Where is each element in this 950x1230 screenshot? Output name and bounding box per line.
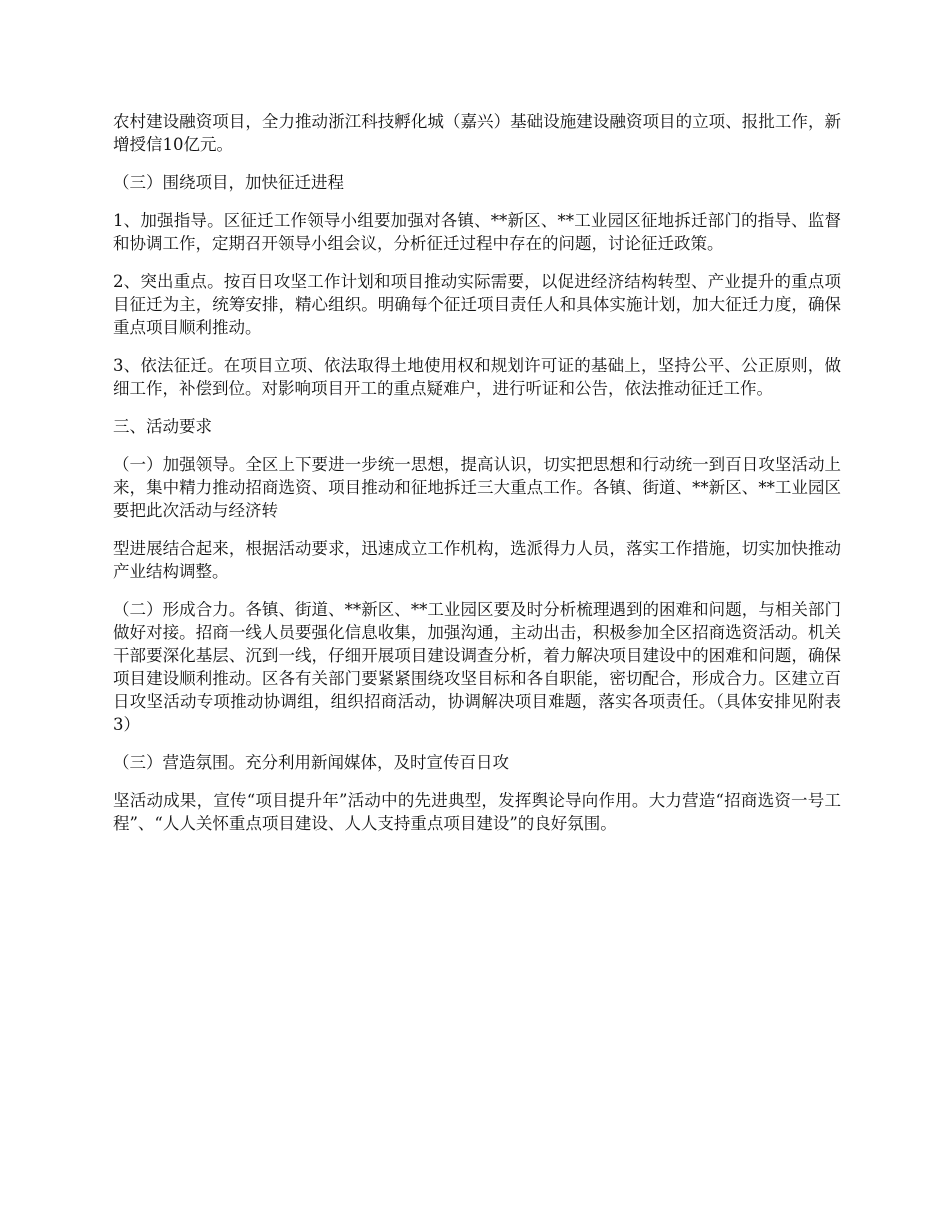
paragraph-atmosphere-continued: 坚活动成果，宣传“项目提升年”活动中的先进典型，发挥舆论导向作用。大力营造“招商选资一号工程”、“人人关怀重点项目建设、人人支持重点项目建设”的良好氛围。 [113,791,841,833]
paragraph-strengthen-leadership: （一）加强领导。全区上下要进一步统一思想，提高认识，切实把思想和行动统一到百日攻坚活动上来，集中精力推动招商选资、项目推动和征地拆迁三大重点工作。各镇、街道、**新区、**工业园区要把此次活动与经济转 [113,455,841,520]
paragraph-financing-projects: 农村建设融资项目，全力推动浙江科技孵化城（嘉兴）基础设施建设融资项目的立项、报批工作，新增授信10亿元。 [113,112,841,154]
heading-relocation-progress: （三）围绕项目，加快征迁进程 [113,173,344,192]
paragraph-lawful-relocation: 3、依法征迁。在项目立项、依法取得土地使用权和规划许可证的基础上，坚持公平、公正原则，做细工作，补偿到位。对影响项目开工的重点疑难户，进行听证和公告，依法推动征迁工作。 [113,356,841,398]
paragraph-strengthen-guidance: 1、加强指导。区征迁工作领导小组要加强对各镇、**新区、**工业园区征地拆迁部门的指导、监督和协调工作，定期召开领导小组会议，分析征迁过程中存在的问题，讨论征迁政策。 [113,211,841,253]
paragraph-create-atmosphere: （三）营造氛围。充分利用新闻媒体，及时宣传百日攻 [113,753,509,772]
paragraph-highlight-priorities: 2、突出重点。按百日攻坚工作计划和项目推动实际需要，以促进经济结构转型、产业提升的重点项目征迁为主，统筹安排，精心组织。明确每个征迁项目责任人和具体实施计划，加大征迁力度，确保重点项目顺利推动。 [113,272,841,337]
document-body [113,110,841,850]
heading-activity-requirements: 三、活动要求 [113,417,212,436]
paragraph-form-synergy: （二）形成合力。各镇、街道、**新区、**工业园区要及时分析梳理遇到的困难和问题，与相关部门做好对接。招商一线人员要强化信息收集，加强沟通，主动出击，积极参加全区招商选资活动。机关干部要深化基层、沉到一线，仔细开展项目建设调查分析，着力解决项目建设中的困难和问题，确保项目建设顺利推动。区各有关部门要紧紧围绕攻坚目标和各自职能，密切配合，形成合力。区建立百日攻坚活动专项推动协调组，组织招商活动，协调解决项目难题，落实各项责任。（具体安排见附表3） [113,600,841,734]
paragraph-leadership-continued: 型进展结合起来，根据活动要求，迅速成立工作机构，选派得力人员，落实工作措施，切实加快推动产业结构调整。 [113,539,841,581]
